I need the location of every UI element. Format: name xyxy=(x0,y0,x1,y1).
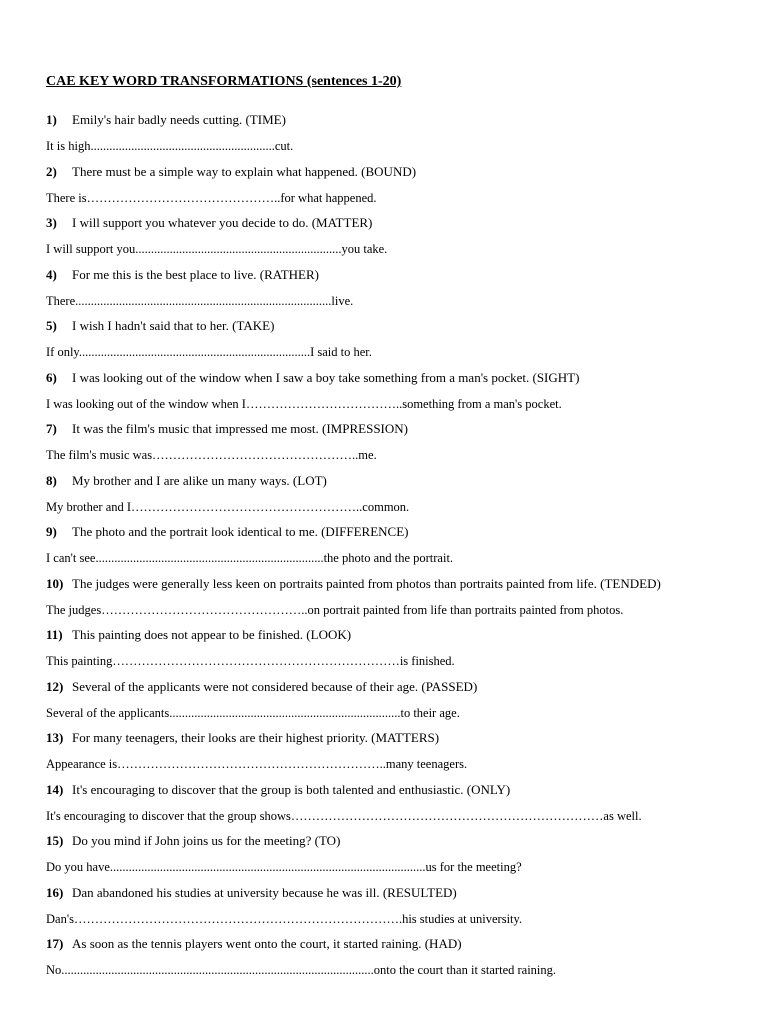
question-sentence: I wish I hadn't said that to her. (TAKE) xyxy=(72,318,275,333)
question-number: 8) xyxy=(46,472,57,488)
page-title: CAE KEY WORD TRANSFORMATIONS (sentences 1-20) xyxy=(46,74,402,89)
question-line xyxy=(46,884,746,910)
answer-line: It is high...........................................................cut. xyxy=(46,139,294,153)
question-sentence: It's encouraging to discover that the group is both talented and enthusiastic. (ONLY) xyxy=(72,781,511,797)
question-number: 3) xyxy=(46,215,57,230)
question-number: 15) xyxy=(46,833,64,848)
question-line xyxy=(46,832,746,858)
question-line xyxy=(46,214,746,240)
answer-line: I will support you..................................................................you take. xyxy=(46,242,388,256)
question-line xyxy=(46,369,746,395)
question-sentence: Emily's hair badly needs cutting. (TIME) xyxy=(72,112,286,127)
question-line xyxy=(46,317,746,343)
question-sentence: My brother and I are alike un many ways. (LOT) xyxy=(72,472,327,488)
answer-line: There is………………………………………..for what happened. xyxy=(46,190,377,205)
question-sentence: Dan abandoned his studies at university because he was ill. (RESULTED) xyxy=(72,884,457,900)
question-sentence: The judges were generally less keen on portraits painted from photos than portraits painted from life. (TENDED) xyxy=(72,575,661,591)
question-sentence: Do you mind if John joins us for the meeting? (TO) xyxy=(72,833,341,848)
question-line xyxy=(46,111,746,137)
question-number: 14) xyxy=(46,781,64,797)
question-line xyxy=(46,420,746,446)
question-number: 17) xyxy=(46,936,64,951)
answer-line: Appearance is………………………………………………………..many teenagers. xyxy=(46,757,468,771)
answer-line: I was looking out of the window when I………………………………..something from a man's pocket. xyxy=(46,396,562,411)
question-sentence: Several of the applicants were not considered because of their age. (PASSED) xyxy=(72,678,478,694)
question-number: 4) xyxy=(46,266,57,282)
question-number: 7) xyxy=(46,421,57,436)
question-number: 12) xyxy=(46,678,64,694)
question-number: 10) xyxy=(46,575,64,591)
question-line xyxy=(46,935,746,961)
question-sentence: For me this is the best place to live. (RATHER) xyxy=(72,266,319,282)
answer-line: It's encouraging to discover that the group shows…………………………………………………………………as well. xyxy=(46,808,642,823)
answer-line: Several of the applicants..........................................................................to their age. xyxy=(46,705,460,720)
question-sentence: I was looking out of the window when I saw a boy take something from a man's pocket. (SIGHT) xyxy=(72,369,580,385)
question-line xyxy=(46,266,746,292)
question-list xyxy=(46,111,746,987)
answer-line: There..................................................................................live. xyxy=(46,293,354,308)
answer-line: No....................................................................................................onto the court than it started raining. xyxy=(46,963,557,977)
question-line xyxy=(46,729,746,755)
answer-line: I can't see.........................................................................the photo and the portrait. xyxy=(46,551,454,565)
question-line xyxy=(46,781,746,807)
question-number: 9) xyxy=(46,524,57,539)
question-sentence: As soon as the tennis players went onto the court, it started raining. (HAD) xyxy=(72,936,462,951)
question-line xyxy=(46,678,746,704)
answer-line: Do you have.....................................................................................................us for the meeting? xyxy=(46,860,522,874)
question-sentence: For many teenagers, their looks are their highest priority. (MATTERS) xyxy=(72,730,440,745)
answer-line: Dan's…………………………………………………………………….his studies at university. xyxy=(46,911,523,926)
question-number: 11) xyxy=(46,627,63,642)
question-sentence: It was the film's music that impressed me most. (IMPRESSION) xyxy=(72,421,408,436)
answer-line: My brother and I………………………………………………..common. xyxy=(46,499,410,514)
question-number: 1) xyxy=(46,112,57,127)
question-line xyxy=(46,575,746,601)
question-line xyxy=(46,626,746,652)
answer-line: The film's music was…………………………………………..me. xyxy=(46,448,377,462)
question-sentence: This painting does not appear to be finished. (LOOK) xyxy=(72,627,352,642)
answer-line: This painting……………………………………………………………is finished. xyxy=(46,654,455,668)
question-line xyxy=(46,163,746,189)
question-number: 16) xyxy=(46,884,64,900)
answer-line: If only..........................................................................I said to her. xyxy=(46,345,372,359)
question-sentence: The photo and the portrait look identical to me. (DIFFERENCE) xyxy=(72,524,409,539)
question-number: 5) xyxy=(46,318,57,333)
question-line xyxy=(46,523,746,549)
question-sentence: There must be a simple way to explain what happened. (BOUND) xyxy=(72,163,417,179)
question-number: 6) xyxy=(46,369,57,385)
question-number: 13) xyxy=(46,730,64,745)
question-number: 2) xyxy=(46,163,57,179)
answer-line: The judges…………………………………………..on portrait painted from life than portraits painted from photos. xyxy=(46,602,624,617)
question-line xyxy=(46,472,746,498)
question-sentence: I will support you whatever you decide to do. (MATTER) xyxy=(72,215,373,230)
